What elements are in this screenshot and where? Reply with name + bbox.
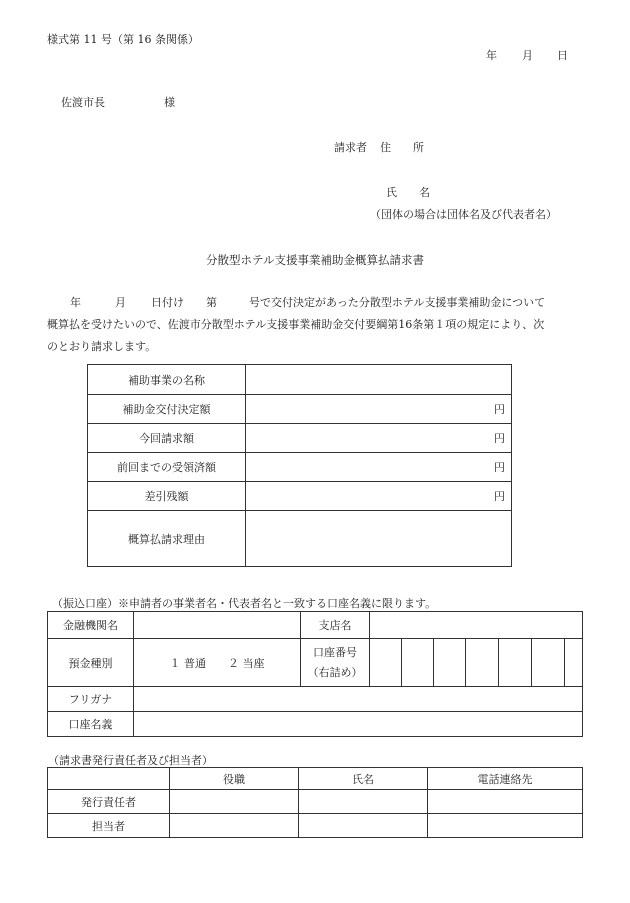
account-digit-box[interactable] [466, 639, 499, 687]
branch-field[interactable] [370, 612, 583, 639]
bank-table [47, 611, 583, 737]
account-digit-box[interactable] [499, 639, 532, 687]
body-line-1-rest: 号で交付決定があった分散型ホテル支援事業補助金について [249, 296, 546, 309]
body-year: 年 [70, 296, 81, 309]
body-line-3: のとおり請求します。 [47, 340, 157, 353]
name-note: （団体の場合は団体名及び代表者名） [370, 208, 557, 221]
deposit-type-options[interactable]: １ 普通 ２ 当座 [134, 639, 301, 687]
table-row [48, 639, 583, 687]
table-row [88, 365, 512, 395]
row-label: 今回請求額 [88, 424, 246, 453]
account-digit-box[interactable] [402, 639, 434, 687]
project-name-field[interactable] [246, 365, 512, 395]
document-title: 分散型ホテル支援事業補助金概算払請求書 [206, 253, 424, 267]
table-row [88, 453, 512, 482]
date-day-label: 日 [557, 49, 568, 62]
deposit-type-label: 預金種別 [48, 639, 134, 687]
table-row [88, 482, 512, 511]
row-label: 前回までの受領済額 [88, 453, 246, 482]
table-row [48, 612, 583, 639]
remaining-balance-field[interactable]: 円 [246, 482, 512, 511]
account-digit-box[interactable] [370, 639, 402, 687]
account-holder-label: 口座名義 [48, 712, 134, 737]
main-table [87, 364, 512, 567]
bank-caption: （振込口座）※申請者の事業者名・代表者名と一致する口座名義に限ります。 [52, 597, 437, 610]
body-day: 日付け [151, 296, 184, 309]
responsible-caption: （請求書発行責任者及び担当者） [48, 754, 213, 767]
body-line-2: 概算払を受けたいので、佐渡市分散型ホテル支援事業補助金交付要綱第16条第１項の規定により、次 [47, 318, 545, 331]
form-number: 様式第 11 号（第 16 条関係） [47, 33, 199, 46]
account-number-label: 口座番号 [313, 645, 357, 659]
furigana-field[interactable] [134, 687, 583, 712]
requester-label: 請求者 [334, 141, 367, 154]
name-header: 氏名 [299, 768, 428, 790]
body-line-1 [47, 292, 577, 314]
table-row [48, 814, 583, 838]
issuer-label: 発行責任者 [48, 790, 170, 814]
account-holder-field[interactable] [134, 712, 583, 737]
table-row [88, 511, 512, 567]
addressee-honorific: 様 [164, 96, 175, 109]
furigana-label: フリガナ [48, 687, 134, 712]
issuer-name-field[interactable] [299, 790, 428, 814]
table-row [48, 768, 583, 790]
contact-position-field[interactable] [170, 814, 299, 838]
body-paragraph [47, 292, 577, 358]
request-reason-field[interactable] [246, 511, 512, 567]
row-label: 概算払請求理由 [88, 511, 246, 567]
body-month: 月 [115, 296, 126, 309]
position-header: 役職 [170, 768, 299, 790]
table-row [88, 424, 512, 453]
account-digit-box[interactable] [565, 639, 583, 687]
date-year-label: 年 [486, 49, 497, 62]
grant-decision-amount-field[interactable]: 円 [246, 395, 512, 424]
account-digit-box[interactable] [532, 639, 565, 687]
account-digit-box[interactable] [434, 639, 466, 687]
table-row [48, 712, 583, 737]
row-label: 補助事業の名称 [88, 365, 246, 395]
current-request-amount-field[interactable]: 円 [246, 424, 512, 453]
account-number-label-cell [301, 639, 370, 687]
body-number-prefix: 第 [206, 296, 217, 309]
branch-label: 支店名 [301, 612, 370, 639]
table-row [48, 687, 583, 712]
date-month-label: 月 [522, 49, 533, 62]
institution-label: 金融機関名 [48, 612, 134, 639]
row-label: 補助金交付決定額 [88, 395, 246, 424]
contact-phone-field[interactable] [428, 814, 583, 838]
table-row [88, 395, 512, 424]
contact-person-label: 担当者 [48, 814, 170, 838]
phone-header: 電話連絡先 [428, 768, 583, 790]
addressee-name: 佐渡市長 [61, 96, 105, 109]
previously-received-amount-field[interactable]: 円 [246, 453, 512, 482]
name-label: 氏 名 [386, 186, 430, 199]
contact-name-field[interactable] [299, 814, 428, 838]
address-label: 住 所 [380, 141, 424, 154]
row-label: 差引残額 [88, 482, 246, 511]
account-number-note: （右詰め） [307, 665, 363, 679]
issuer-position-field[interactable] [170, 790, 299, 814]
table-row [48, 790, 583, 814]
issuer-phone-field[interactable] [428, 790, 583, 814]
empty-header-cell [48, 768, 170, 790]
institution-field[interactable] [134, 612, 301, 639]
responsible-table [47, 767, 583, 838]
